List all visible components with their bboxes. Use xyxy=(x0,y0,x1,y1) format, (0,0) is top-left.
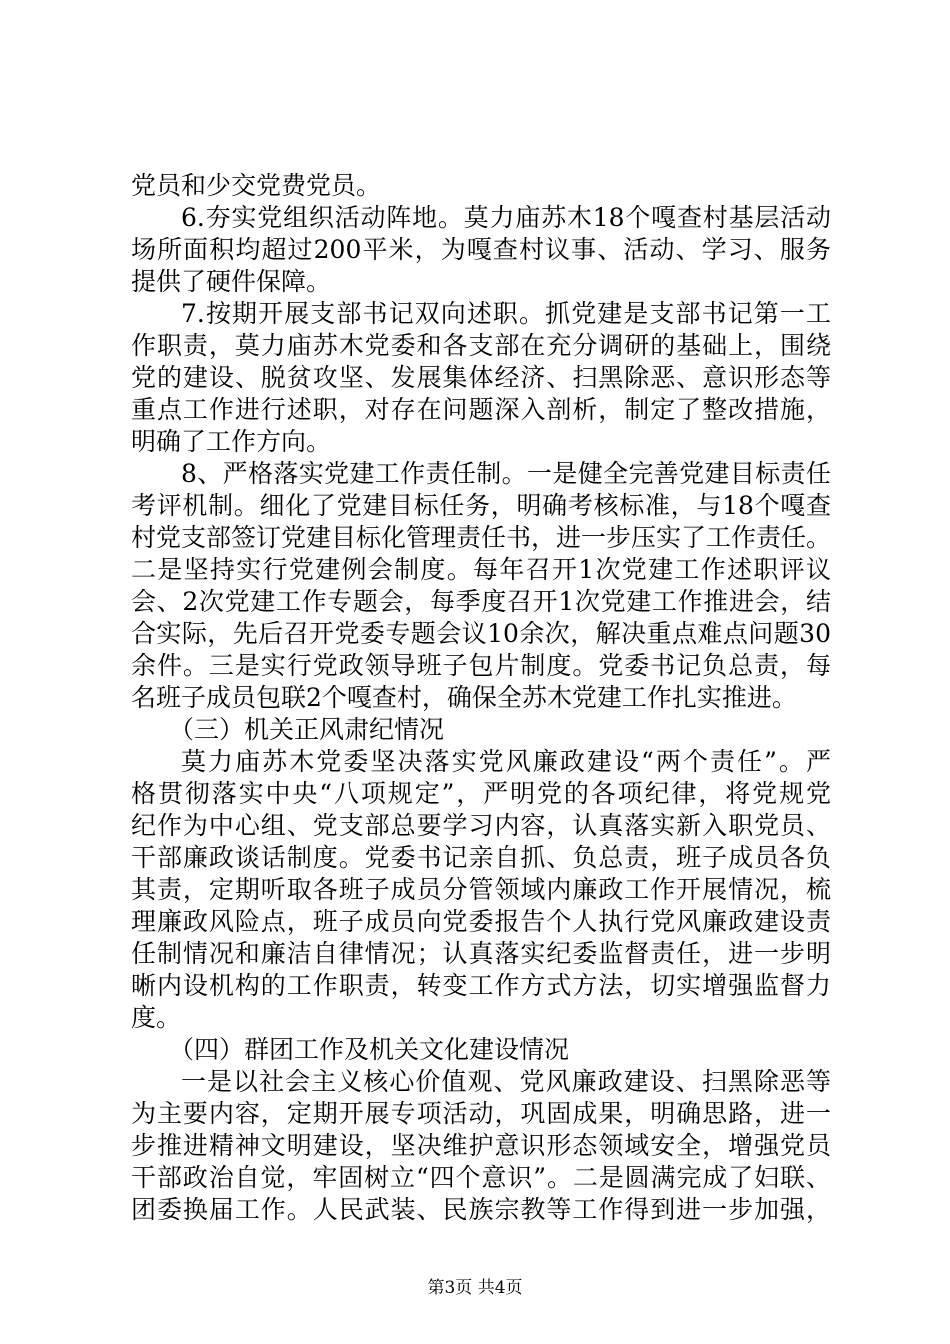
text-line: 7.按期开展支部书记双向述职。抓党建是支部书记第一工 xyxy=(181,299,831,328)
text-line: 明确了工作方向。 xyxy=(131,427,332,456)
text-line: 党的建设、脱贫攻坚、发展集体经济、扫黑除恶、意识形态等 xyxy=(131,363,831,392)
text-line: 其责，定期听取各班子成员分管领域内廉政工作开展情况，梳 xyxy=(131,875,831,904)
text-line: 二是坚持实行党建例会制度。每年召开1次党建工作述职评议 xyxy=(131,555,831,584)
text-line: 为主要内容，定期开展专项活动，巩固成果，明确思路，进一 xyxy=(131,1099,831,1128)
text-line: 余件。三是实行党政领导班子包片制度。党委书记负总责，每 xyxy=(131,651,831,680)
text-line: 提供了硬件保障。 xyxy=(131,267,332,296)
text-line: 纪作为中心组、党支部总要学习内容，认真落实新入职党员、 xyxy=(131,811,831,840)
text-line: 任制情况和廉洁自律情况；认真落实纪委监督责任，进一步明 xyxy=(131,939,831,968)
text-line: 8、严格落实党建工作责任制。一是健全完善党建目标责任 xyxy=(181,459,831,488)
section-heading: （三）机关正风肃纪情况 xyxy=(169,715,445,744)
text-line: 一是以社会主义核心价值观、党风廉政建设、扫黑除恶等 xyxy=(181,1067,831,1096)
text-line: 晰内设机构的工作职责，转变工作方式方法，切实增强监督力 xyxy=(131,971,831,1000)
text-line: 干部廉政谈话制度。党委书记亲自抓、负总责，班子成员各负 xyxy=(131,843,831,872)
text-line: 村党支部签订党建目标化管理责任书，进一步压实了工作责任。 xyxy=(131,523,831,552)
text-line: 团委换届工作。人民武装、民族宗教等工作得到进一步加强， xyxy=(131,1195,831,1224)
document-body xyxy=(131,170,831,1226)
text-line: 党员和少交党费党员。 xyxy=(131,171,382,200)
text-line: 度。 xyxy=(131,1003,182,1032)
text-line: 场所面积均超过200平米，为嘎查村议事、活动、学习、服务 xyxy=(131,235,831,264)
section-heading: （四）群团工作及机关文化建设情况 xyxy=(169,1035,570,1064)
text-line: 理廉政风险点，班子成员向党委报告个人执行党风廉政建设责 xyxy=(131,907,831,936)
text-line: 合实际，先后召开党委专题会议10余次，解决重点难点问题30 xyxy=(131,619,831,648)
text-line: 莫力庙苏木党委坚决落实党风廉政建设“两个责任”。严 xyxy=(181,747,831,776)
text-line: 会、2次党建工作专题会，每季度召开1次党建工作推进会，结 xyxy=(131,587,831,616)
text-line: 重点工作进行述职，对存在问题深入剖析，制定了整改措施， xyxy=(131,395,831,424)
page-number-footer: 第3页 共4页 xyxy=(427,1278,523,1298)
text-line: 名班子成员包联2个嘎查村，确保全苏木党建工作扎实推进。 xyxy=(131,683,797,712)
text-line: 作职责，莫力庙苏木党委和各支部在充分调研的基础上，围绕 xyxy=(131,331,831,360)
text-line: 步推进精神文明建设，坚决维护意识形态领域安全，增强党员 xyxy=(131,1131,831,1160)
text-line: 格贯彻落实中央“八项规定”，严明党的各项纪律，将党规党 xyxy=(131,779,831,808)
text-line: 6.夯实党组织活动阵地。莫力庙苏木18个嘎查村基层活动 xyxy=(181,203,831,232)
text-line: 考评机制。细化了党建目标任务，明确考核标准，与18个嘎查 xyxy=(131,491,831,520)
text-line: 干部政治自觉，牢固树立“四个意识”。二是圆满完成了妇联、 xyxy=(131,1163,831,1192)
